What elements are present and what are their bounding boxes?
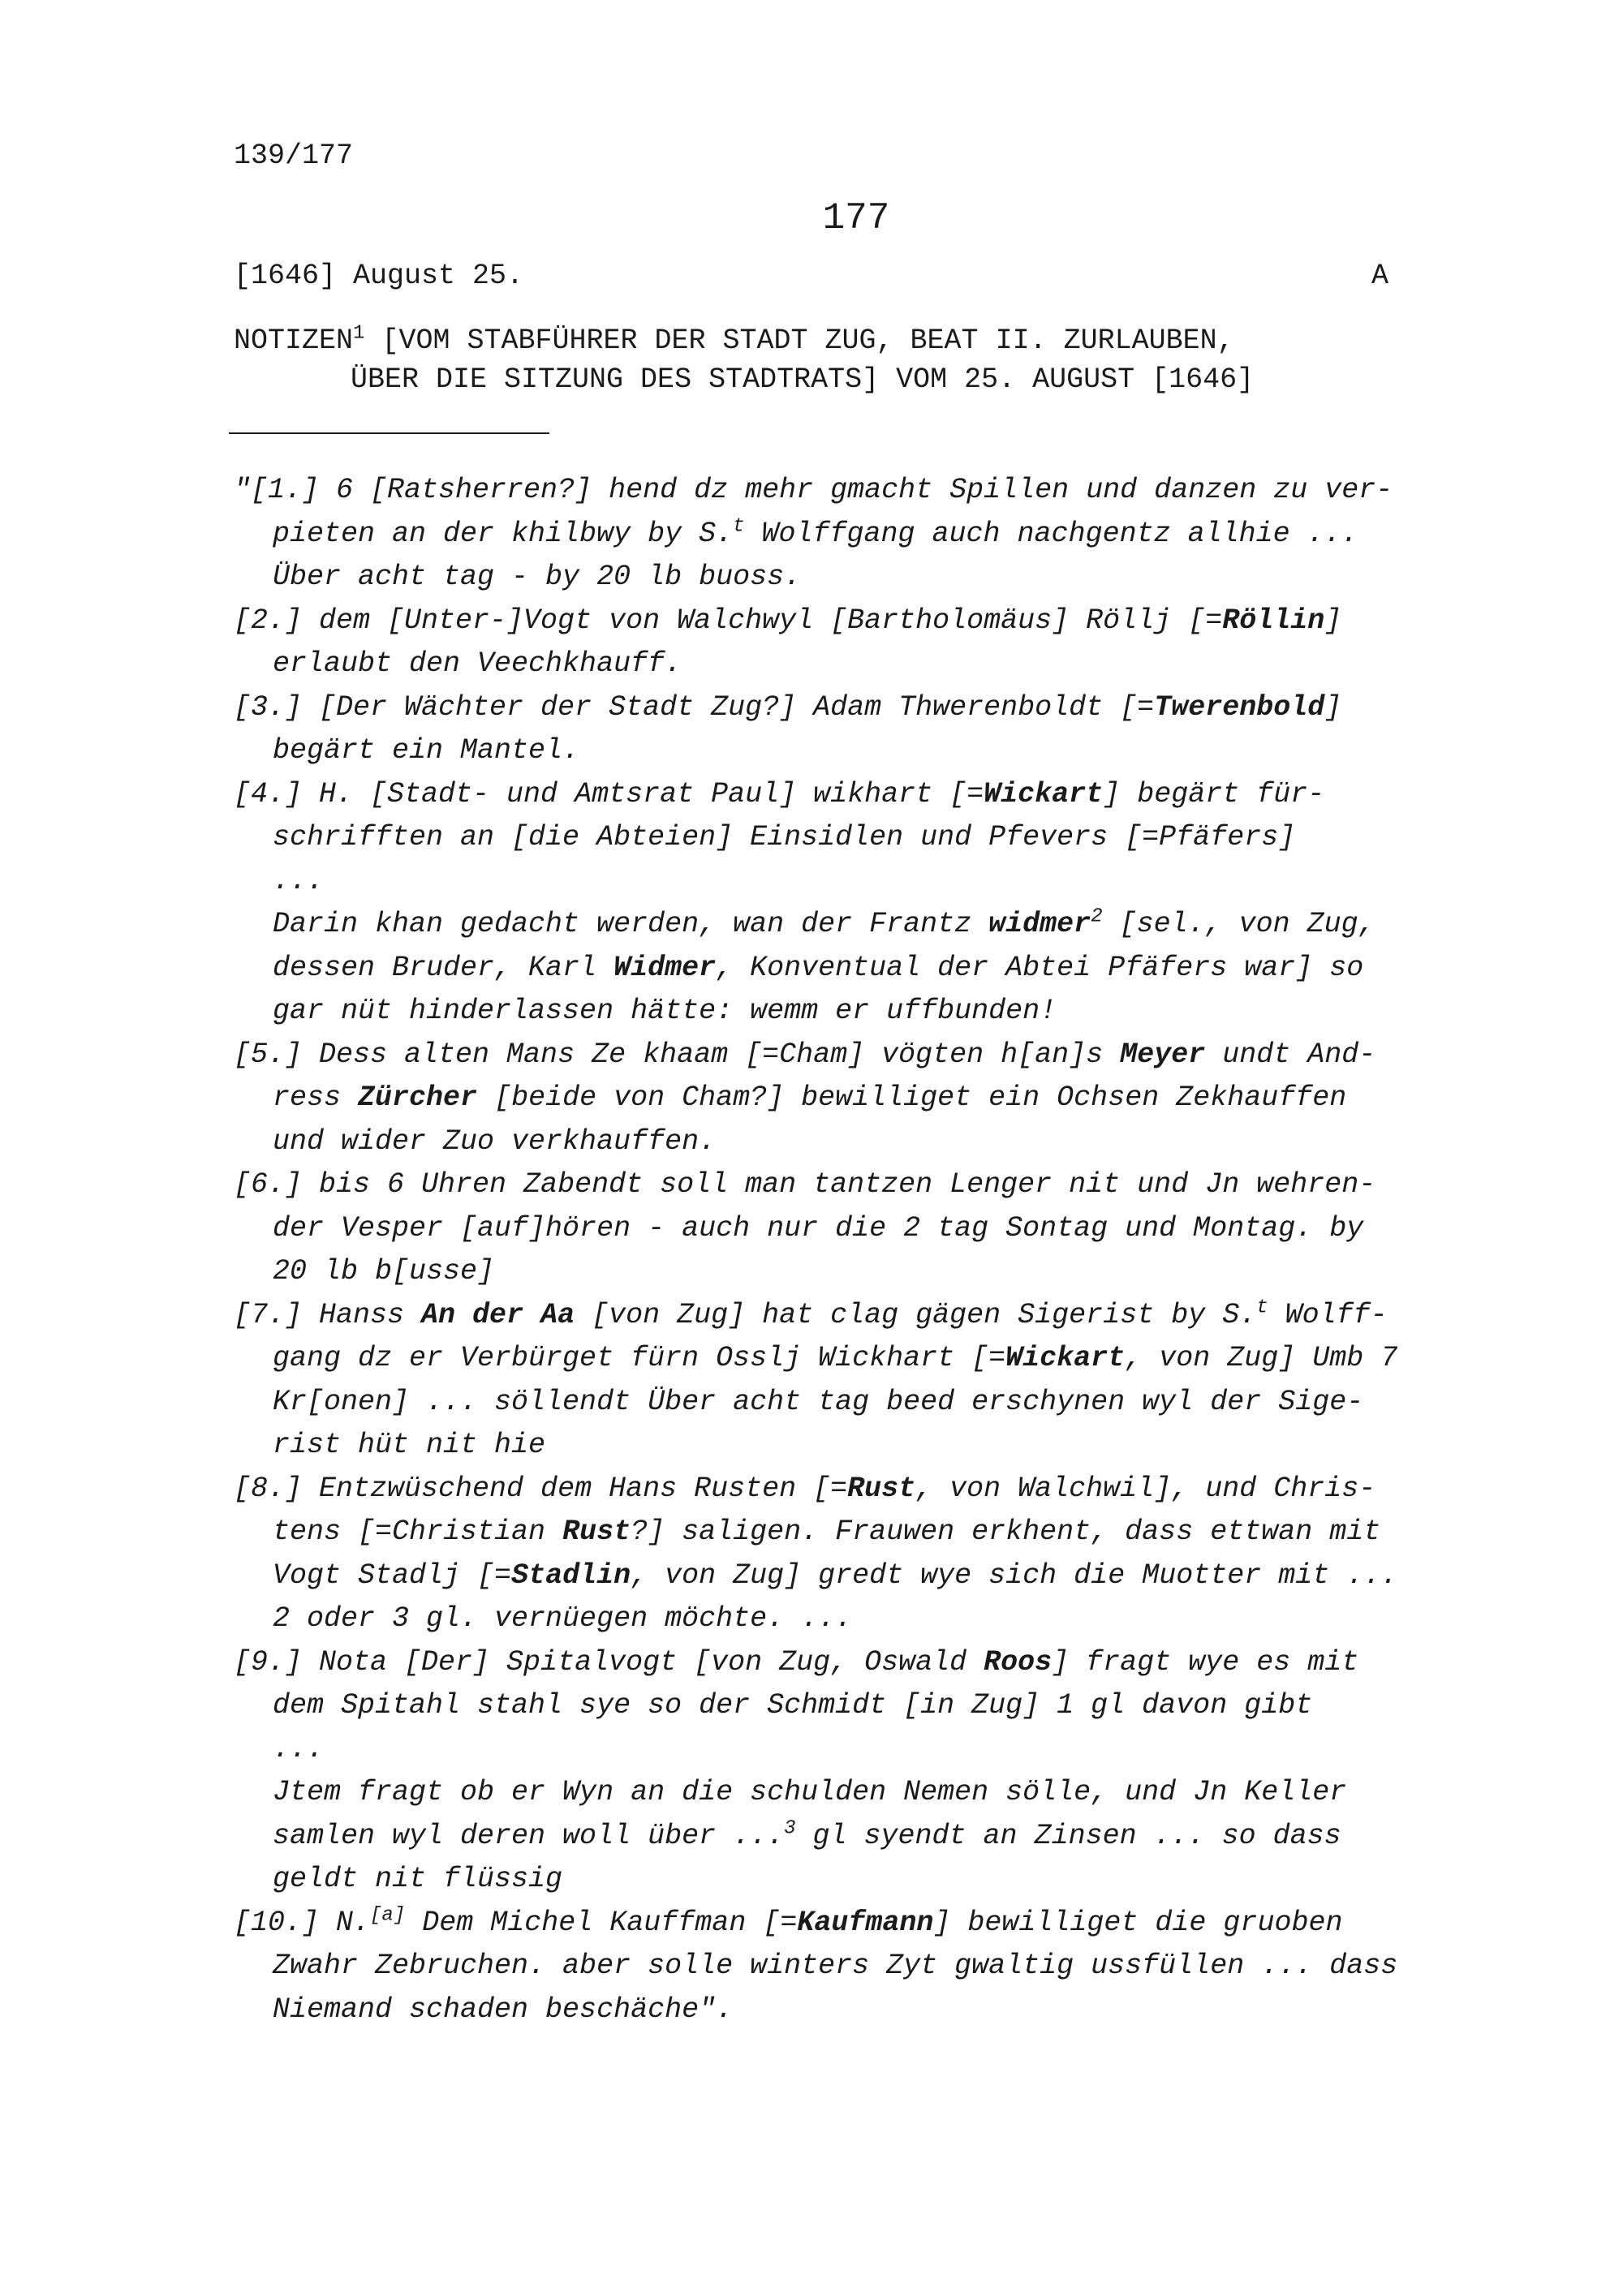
text-run: ] begärt für- (1103, 777, 1325, 810)
text-run: [3.] [Der Wächter der Stadt Zug?] Adam Thwerenboldt [= (234, 690, 1155, 724)
text-line (234, 947, 1483, 991)
name-emphasis: Stadlin (511, 1559, 631, 1592)
footnote-ref: 3 (784, 1817, 796, 1839)
title-line-1-rest: [VOM STABFÜHRER DER STADT ZUG, BEAT II. ZURLAUBEN, (364, 325, 1234, 357)
text-run: tens [=Christian (273, 1516, 563, 1548)
text-line (234, 773, 1483, 817)
text-run: Jtem fragt ob er Wyn an die schulden Nemen sölle, und Jn Keller (273, 1776, 1347, 1808)
name-emphasis: Roos (984, 1645, 1053, 1679)
text-run: [7.] Hanss (234, 1298, 422, 1331)
text-run: , Konventual der Abtei Pfäfers war] so (716, 951, 1364, 984)
text-run: [4.] H. [Stadt- und Amtsrat Paul] wikhart [= (234, 777, 984, 810)
document-number: 177 (822, 197, 890, 239)
text-run: 2 oder 3 gl. vernüegen möchte. ... (273, 1602, 853, 1635)
text-run: ] fragt wye es mit (1052, 1645, 1359, 1679)
text-run: ... (273, 1732, 325, 1765)
text-line (234, 1207, 1483, 1251)
text-run: der Vesper [auf]hören - auch nur die 2 tag Sontag und Montag. by (273, 1211, 1364, 1245)
text-run: , von Walchwil], und Chris- (915, 1472, 1376, 1505)
name-emphasis: Twerenbold (1154, 690, 1325, 724)
text-line (234, 1294, 1483, 1338)
text-line (234, 1597, 1483, 1641)
text-run: ] bewilliget die gruoben (933, 1906, 1343, 1939)
name-emphasis: Röllin (1222, 604, 1325, 637)
title-line-2: ÜBER DIE SITZUNG DES STADTRATS] VOM 25. AUGUST [1646] (351, 363, 1255, 396)
text-line (234, 1945, 1483, 1989)
text-run: geldt nit flüssig (273, 1863, 563, 1895)
transcription-body (234, 469, 1483, 2032)
text-run: Über acht tag - by 20 lb buoss. (273, 561, 802, 593)
text-run: [5.] Dess alten Mans Ze khaam [=Cham] vögten h[an]s (234, 1038, 1121, 1071)
name-emphasis: Wickart (1005, 1342, 1126, 1374)
text-run: pieten an der khilbwy by S. (273, 517, 734, 550)
text-line (234, 1728, 1483, 1772)
text-line (234, 1381, 1483, 1425)
name-emphasis: Zürcher (358, 1081, 478, 1114)
text-line (234, 469, 1483, 513)
text-line (234, 860, 1483, 904)
text-line (234, 1641, 1483, 1685)
text-run: schrifften an [die Abteien] Einsidlen und Pfevers [=Pfäfers] (273, 821, 1296, 853)
text-run: [sel., von Zug, (1102, 908, 1375, 940)
title-line-1 (234, 321, 1419, 360)
text-line (234, 1034, 1483, 1077)
text-run: begärt ein Mantel. (273, 734, 580, 767)
text-run: Wolffgang auch nachgentz allhie ... (744, 517, 1358, 550)
text-line (234, 1163, 1483, 1207)
text-run: dem Spitahl stahl sye so der Schmidt [in Zug] 1 gl davon gibt (273, 1689, 1313, 1722)
text-line (234, 1815, 1483, 1859)
text-line (234, 1771, 1483, 1815)
text-run: ... (273, 864, 325, 897)
text-line (234, 1684, 1483, 1728)
footnote-ref: [a] (370, 1903, 406, 1926)
footnote-ref: t (733, 514, 745, 537)
text-line (234, 513, 1483, 557)
text-line (234, 816, 1483, 860)
text-line (234, 1120, 1483, 1164)
text-run: gang dz er Verbürget fürn Osslj Wickhart [= (273, 1342, 1006, 1374)
text-run: [9.] Nota [Der] Spitalvogt [von Zug, Oswald (234, 1645, 984, 1679)
text-run: , von Zug] gredt wye sich die Muotter mit ... (631, 1559, 1398, 1592)
title-divider (229, 432, 549, 434)
text-run: [10.] N. (234, 1906, 371, 1939)
text-line (234, 990, 1483, 1034)
name-emphasis: Meyer (1120, 1038, 1206, 1071)
text-line (234, 686, 1483, 730)
text-run: rist hüt nit hie (273, 1429, 546, 1461)
text-run: dessen Bruder, Karl (273, 951, 614, 984)
text-run: [6.] bis 6 Uhren Zabendt soll man tantzen Lenger nit und Jn wehren- (234, 1168, 1376, 1201)
text-line (234, 1468, 1483, 1511)
text-run: 20 lb b[usse] (273, 1255, 495, 1288)
name-emphasis: Wickart (984, 777, 1104, 810)
text-run: Zwahr Zebruchen. aber solle winters Zyt gwaltig ussfüllen ... dass (273, 1950, 1398, 1982)
name-emphasis: Rust (562, 1516, 631, 1548)
text-run: [von Zug] hat clag gägen Sigerist by S. (575, 1298, 1257, 1331)
text-run: [2.] dem [Unter-]Vogt von Walchwyl [Bartholomäus] Röllj [= (234, 604, 1223, 637)
name-emphasis: widmer (988, 908, 1091, 940)
page-reference: 139/177 (234, 140, 354, 172)
text-line (234, 643, 1483, 686)
text-run: Vogt Stadlj [= (273, 1559, 512, 1592)
text-run: Wolff- (1268, 1298, 1388, 1331)
text-line (234, 1511, 1483, 1554)
name-emphasis: An der Aa (421, 1298, 575, 1331)
text-run: [beide von Cham?] bewilliget ein Ochsen Zekhauffen (477, 1081, 1347, 1114)
text-line (234, 1989, 1483, 2032)
text-run: Kr[onen] ... söllendt Über acht tag beed erschynen wyl der Sige- (273, 1385, 1364, 1418)
text-line (234, 556, 1483, 600)
text-run: "[1.] 6 [Ratsherren?] hend dz mehr gmacht Spillen und danzen zu ver- (234, 474, 1393, 506)
text-run: samlen wyl deren woll über ... (273, 1819, 785, 1852)
text-run: Darin khan gedacht werden, wan der Frantz (273, 908, 989, 940)
text-line (234, 1424, 1483, 1468)
name-emphasis: Widmer (613, 951, 717, 984)
text-run: gar nüt hinderlassen hätte: wemm er uffbunden! (273, 995, 1057, 1027)
footnote-ref: t (1256, 1296, 1268, 1318)
document-date: [1646] August 25. (234, 260, 524, 292)
name-emphasis: Kaufmann (797, 1906, 934, 1939)
text-line (234, 1337, 1483, 1381)
document-title (234, 321, 1419, 399)
text-run: ] (1324, 690, 1342, 724)
text-run: ?] saligen. Frauwen erkhent, dass ettwan mit (631, 1516, 1381, 1548)
text-run: gl syendt an Zinsen ... so dass (795, 1819, 1341, 1852)
text-run: und wider Zuo verkhauffen. (273, 1124, 717, 1158)
text-line (234, 729, 1483, 773)
text-line (234, 1858, 1483, 1902)
footnote-ref: 1 (353, 322, 365, 345)
text-run: erlaubt den Veechkhauff. (273, 647, 682, 680)
text-run: , von Zug] Umb 7 (1125, 1342, 1398, 1374)
text-run: Dem Michel Kauffman [= (405, 1906, 798, 1939)
name-emphasis: Rust (847, 1472, 916, 1505)
text-line (234, 1250, 1483, 1294)
text-line (234, 903, 1483, 947)
text-line (234, 1077, 1483, 1120)
text-run: ] (1324, 604, 1342, 637)
text-run: [8.] Entzwüschend dem Hans Rusten [= (234, 1472, 848, 1505)
text-run: ress (273, 1081, 359, 1114)
text-line (234, 600, 1483, 643)
text-run: Niemand schaden beschäche". (273, 1993, 734, 2026)
text-run: undt And- (1205, 1038, 1376, 1071)
text-line (234, 1554, 1483, 1598)
text-line (234, 1902, 1483, 1946)
document-marker: A (1371, 260, 1389, 292)
title-line-1-start: NOTIZEN (234, 325, 354, 357)
footnote-ref: 2 (1091, 905, 1103, 928)
